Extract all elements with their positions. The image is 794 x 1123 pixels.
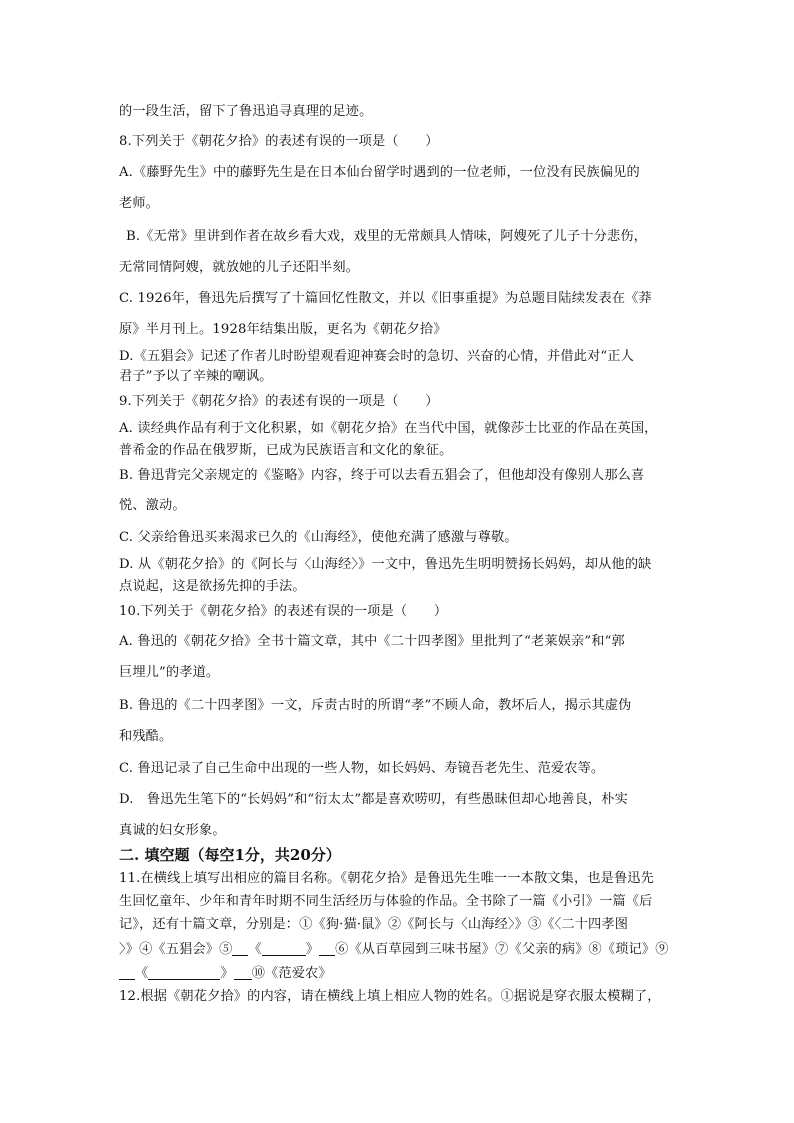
question-8-stem: 8.下列关于《朝花夕拾》的表述有误的一项是（ ） bbox=[119, 134, 439, 149]
q10-option-c: C. 鲁迅记录了自己生命中出现的一些人物，如长妈妈、寿镜吾老先生、范爱农等。 bbox=[119, 761, 605, 776]
answer-blank[interactable] bbox=[148, 964, 220, 980]
q10-option-d: D. 鲁迅先生笔下的“长妈妈”和“衍太太”都是喜欢唠叨，有些愚昧但却心地善良，朴实 bbox=[119, 792, 628, 807]
q8-option-b: B.《无常》里讲到作者在故乡看大戏，戏里的无常颇具人情味，阿嫂死了儿子十分悲伤， bbox=[126, 229, 648, 244]
text-segment: ⑩《范爱农》 bbox=[251, 966, 332, 981]
text-line: 老师。 bbox=[119, 196, 160, 211]
answer-blank[interactable] bbox=[262, 940, 306, 956]
text-line: 和残酷。 bbox=[119, 729, 173, 744]
q10-option-a: A. 鲁迅的《朝花夕拾》全书十篇文章，其中《二十四孝图》里批判了“老莱娱亲”和“郭 bbox=[119, 634, 625, 649]
question-12-stem: 12.根据《朝花夕拾》的内容，请在横线上填上相应人物的姓名。①据说是穿衣服太模糊了， bbox=[119, 989, 661, 1004]
text-line: 的一段生活，留下了鲁迅追寻真理的足迹。 bbox=[119, 104, 373, 119]
text-segment: ⑥《从百草园到三味书屋》⑦《父亲的病》⑧《琐记》⑨ bbox=[335, 942, 669, 957]
answer-blank[interactable] bbox=[234, 964, 252, 980]
q9-option-c: C. 父亲给鲁迅买来渴求已久的《山海经》，使他充满了感激与尊敬。 bbox=[119, 530, 518, 545]
question-9-stem: 9.下列关于《朝花夕拾》的表述有误的一项是（ ） bbox=[119, 394, 439, 409]
text-line-with-blank bbox=[119, 940, 675, 959]
text-segment: 《 bbox=[135, 966, 149, 981]
text-line: 生回忆童年、少年和青年时期不同生活经历与体验的作品。全书除了一篇《小引》一篇《后 bbox=[119, 894, 653, 909]
text-line: 君子”予以了辛辣的嘲讽。 bbox=[119, 369, 273, 384]
text-line: 记》，还有十篇文章，分别是：①《狗·猫·鼠》②《阿长与〈山海经〉》③《〈二十四孝图 bbox=[119, 917, 629, 932]
text-segment: 》 bbox=[220, 966, 234, 981]
text-segment: 》 bbox=[305, 942, 320, 957]
answer-blank[interactable] bbox=[319, 940, 335, 956]
text-line: 真诚的妇女形象。 bbox=[119, 823, 226, 838]
text-line-with-blank bbox=[119, 964, 675, 983]
text-line: 巨埋儿”的孝道。 bbox=[119, 665, 220, 680]
q8-option-c: C. 1926年，鲁迅先后撰写了十篇回忆性散文，并以《旧事重提》为总题目陆续发表在《莽 bbox=[119, 291, 652, 306]
answer-blank[interactable] bbox=[232, 940, 248, 956]
text-line: 悦、激动。 bbox=[119, 498, 186, 513]
answer-blank[interactable] bbox=[119, 964, 135, 980]
text-segment: 《 bbox=[248, 942, 262, 957]
q9-option-b: B. 鲁迅背完父亲规定的《鉴略》内容，终于可以去看五猖会了，但他却没有像别人那么喜 bbox=[119, 468, 645, 483]
question-11-stem: 11.在横线上填写出相应的篇目名称。《朝花夕拾》是鲁迅先生唯一一本散文集，也是鲁迅先 bbox=[119, 871, 654, 886]
q8-option-a: A.《藤野先生》中的藤野先生是在日本仙台留学时遇到的一位老师，一位没有民族偏见的 bbox=[119, 165, 640, 180]
q8-option-d: D.《五猖会》记述了作者儿时盼望观看迎神赛会时的急切、兴奋的心情，并借此对“正人 bbox=[119, 349, 634, 364]
text-line: 点说起，这是欲扬先抑的手法。 bbox=[119, 579, 306, 594]
question-10-stem: 10.下列关于《朝花夕拾》的表述有误的一项是（ ） bbox=[119, 604, 448, 619]
section-heading: 二. 填空题（每空1分，共20分） bbox=[119, 846, 341, 864]
q10-option-b: B. 鲁迅的《二十四孝图》一文，斥责古时的所谓“孝”不顾人命，教坏后人，揭示其虚伪 bbox=[119, 698, 632, 713]
text-line: 无常同情阿嫂，就放她的儿子还阳半刻。 bbox=[119, 260, 360, 275]
text-line: 普希金的作品在俄罗斯，已成为民族语言和文化的象征。 bbox=[119, 443, 453, 458]
text-segment: 〉》④《五猖会》⑤ bbox=[119, 942, 233, 957]
text-line: 原》半月刊上。1928年结集出版，更名为《朝花夕拾》 bbox=[119, 322, 447, 337]
q9-option-d: D. 从《朝花夕拾》的《阿长与〈山海经〉》一文中，鲁迅先生明明赞扬长妈妈，却从他的缺 bbox=[119, 557, 652, 572]
q9-option-a: A. 读经典作品有利于文化积累，如《朝花夕拾》在当代中国，就像莎士比亚的作品在英国， bbox=[119, 421, 658, 436]
